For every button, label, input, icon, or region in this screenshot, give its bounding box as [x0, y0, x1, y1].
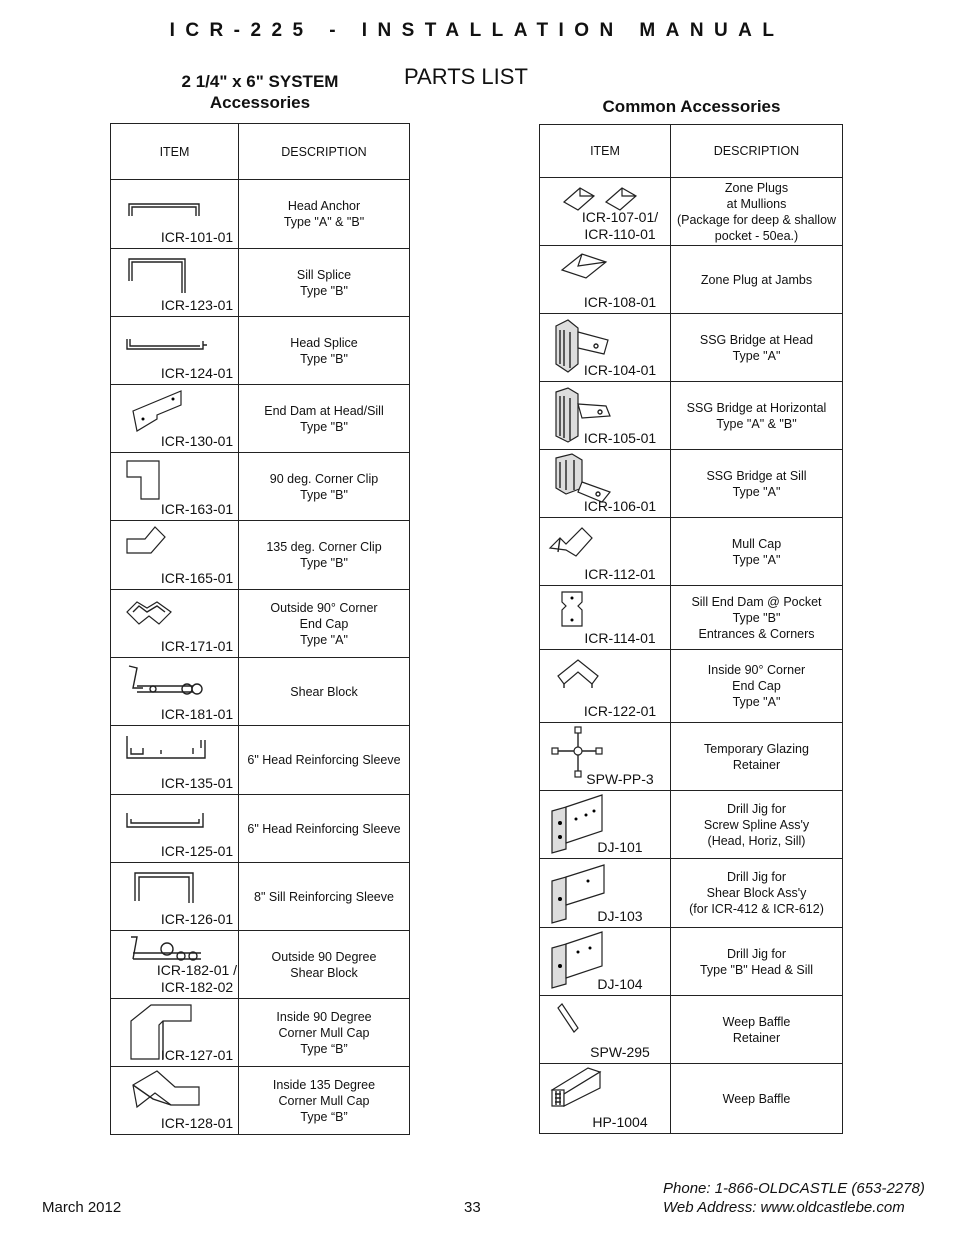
- item-description: Mull Cap Type "A": [671, 518, 843, 586]
- head-anchor-icon: [123, 184, 213, 228]
- item-cell: [111, 726, 239, 795]
- weep-baffle-icon: [548, 1068, 638, 1112]
- item-code: ICR-163-01: [160, 501, 234, 517]
- table-row: [540, 314, 843, 382]
- table-row: [540, 246, 843, 314]
- item-description: Shear Block: [239, 658, 410, 726]
- item-description: Weep Baffle: [671, 1064, 843, 1134]
- item-description: Inside 135 Degree Corner Mull Cap Type “B”: [239, 1067, 410, 1135]
- item-cell: [111, 590, 239, 658]
- item-cell: [540, 246, 671, 314]
- item-cell: [540, 928, 671, 996]
- item-description: 6" Head Reinforcing Sleeve: [239, 795, 410, 863]
- item-description: Inside 90 Degree Corner Mull Cap Type “B”: [239, 999, 410, 1067]
- table-row: [111, 590, 410, 658]
- item-cell: [540, 518, 671, 586]
- table-row: [540, 928, 843, 996]
- item-code: ICR-130-01: [160, 433, 234, 449]
- ssg-bridge-sill-icon: [548, 454, 638, 498]
- table-row: [540, 586, 843, 650]
- table-row: [111, 863, 410, 931]
- ssg-bridge-horizontal-icon: [548, 386, 638, 430]
- item-code: ICR-125-01: [160, 843, 234, 859]
- sill-reinforcing-sleeve-icon: [123, 867, 213, 911]
- item-code: ICR-122-01: [583, 703, 657, 719]
- table-row: [111, 249, 410, 317]
- item-description: Sill Splice Type "B": [239, 249, 410, 317]
- page-number: 33: [464, 1199, 481, 1216]
- table-row: [540, 450, 843, 518]
- table-row: [540, 518, 843, 586]
- item-description: Drill Jig for Shear Block Ass'y (for ICR-412 & ICR-612): [671, 859, 843, 928]
- footer-web: Web Address: www.oldcastlebe.com: [663, 1199, 905, 1216]
- item-code: DJ-101: [597, 839, 643, 855]
- head-splice-icon: [123, 321, 213, 365]
- item-code: DJ-104: [597, 976, 643, 992]
- table-row: [111, 385, 410, 453]
- item-cell: [540, 791, 671, 859]
- parts-list-title: PARTS LIST: [404, 64, 528, 89]
- zone-plug-jamb-icon: [548, 250, 638, 294]
- table-row: [540, 996, 843, 1064]
- description-column-header: DESCRIPTION: [671, 125, 843, 178]
- item-description: SSG Bridge at Head Type "A": [671, 314, 843, 382]
- item-cell: [111, 795, 239, 863]
- outside-corner-end-cap-icon: [123, 594, 213, 638]
- item-code: HP-1004: [592, 1114, 648, 1130]
- item-cell: [540, 996, 671, 1064]
- footer-contact: [663, 1179, 925, 1217]
- item-description: Zone Plug at Jambs: [671, 246, 843, 314]
- item-column-header: ITEM: [111, 124, 239, 180]
- item-cell: [540, 314, 671, 382]
- item-description: SSG Bridge at Horizontal Type "A" & "B": [671, 382, 843, 450]
- item-description: 6" Head Reinforcing Sleeve: [239, 726, 410, 795]
- item-cell: [540, 450, 671, 518]
- item-description: 90 deg. Corner Clip Type "B": [239, 453, 410, 521]
- item-description: 8" Sill Reinforcing Sleeve: [239, 863, 410, 931]
- corner-clip-135-icon: [123, 525, 213, 569]
- table-row: [111, 795, 410, 863]
- footer-date: March 2012: [42, 1199, 122, 1216]
- item-code: ICR-181-01: [160, 706, 234, 722]
- item-description: Temporary Glazing Retainer: [671, 723, 843, 791]
- item-cell: [540, 586, 671, 650]
- drill-jig-104-icon: [548, 932, 638, 976]
- item-code: ICR-171-01: [160, 638, 234, 654]
- item-code: ICR-114-01: [584, 630, 656, 646]
- table-row: [540, 723, 843, 791]
- common-accessories-title: Common Accessories: [602, 97, 781, 116]
- glazing-retainer-icon: [548, 727, 638, 771]
- system-title-line2: Accessories: [209, 93, 311, 112]
- item-description: Outside 90° Corner End Cap Type "A": [239, 590, 410, 658]
- item-cell: [540, 723, 671, 791]
- mull-cap-icon: [548, 522, 638, 566]
- table-row: [540, 650, 843, 723]
- item-description: Sill End Dam @ Pocket Type "B" Entrances & Corners: [671, 586, 843, 650]
- item-cell: [540, 382, 671, 450]
- item-code: ICR-182-01 / ICR-182-02: [156, 962, 238, 995]
- item-code: SPW-PP-3: [586, 771, 654, 787]
- table-row: [111, 521, 410, 590]
- item-cell: [540, 1064, 671, 1134]
- system-title: [110, 71, 410, 113]
- item-description: Head Splice Type "B": [239, 317, 410, 385]
- table-row: [111, 999, 410, 1067]
- table-row: [540, 1064, 843, 1134]
- item-code: ICR-106-01: [583, 498, 657, 514]
- table-row: [111, 658, 410, 726]
- ssg-bridge-head-icon: [548, 318, 638, 362]
- item-column-header: ITEM: [540, 125, 671, 178]
- table-row: [111, 317, 410, 385]
- item-cell: [111, 863, 239, 931]
- item-description: Drill Jig for Screw Spline Ass'y (Head, Horiz, Sill): [671, 791, 843, 859]
- table-header-row: [111, 124, 410, 180]
- item-description: Inside 90° Corner End Cap Type "A": [671, 650, 843, 723]
- head-reinforcing-sleeve-alt-icon: [123, 799, 213, 843]
- item-description: Zone Plugs at Mullions (Package for deep & shallow pocket - 50ea.): [671, 178, 843, 246]
- end-dam-icon: [123, 389, 213, 433]
- table-row: [540, 178, 843, 246]
- item-cell: [111, 931, 239, 999]
- table-row: [111, 180, 410, 249]
- item-description: Head Anchor Type "A" & "B": [239, 180, 410, 249]
- item-description: Outside 90 Degree Shear Block: [239, 931, 410, 999]
- inside-135-mull-cap-icon: [123, 1071, 213, 1115]
- table-row: [111, 726, 410, 795]
- table-row: [111, 931, 410, 999]
- shear-block-icon: [123, 662, 213, 706]
- item-cell: [111, 249, 239, 317]
- system-title-line1: 2 1/4" x 6" SYSTEM: [181, 72, 339, 91]
- footer-phone: Phone: 1-866-OLDCASTLE (653-2278): [663, 1180, 925, 1197]
- item-description: SSG Bridge at Sill Type "A": [671, 450, 843, 518]
- item-cell: [540, 650, 671, 723]
- item-code: ICR-101-01: [160, 229, 234, 245]
- table-row: [540, 791, 843, 859]
- item-cell: [111, 385, 239, 453]
- item-code: SPW-295: [590, 1044, 650, 1060]
- item-code: ICR-128-01: [160, 1115, 234, 1131]
- table-row: [111, 453, 410, 521]
- table-row: [111, 1067, 410, 1135]
- system-accessories-table: [110, 123, 410, 1135]
- common-accessories-table: [539, 124, 843, 1134]
- item-code: DJ-103: [597, 908, 643, 924]
- item-code: ICR-107-01/ ICR-110-01: [581, 209, 659, 242]
- manual-header: ICR-225 - INSTALLATION MANUAL: [169, 20, 785, 41]
- item-code: ICR-135-01: [160, 775, 234, 791]
- item-code: ICR-165-01: [160, 570, 234, 586]
- drill-jig-101-icon: [548, 795, 638, 839]
- inside-corner-end-cap-icon: [548, 654, 638, 698]
- table-row: [540, 859, 843, 928]
- item-description: Weep Baffle Retainer: [671, 996, 843, 1064]
- item-description: Drill Jig for Type "B" Head & Sill: [671, 928, 843, 996]
- item-cell: [111, 1067, 239, 1135]
- drill-jig-103-icon: [548, 863, 638, 907]
- item-code: ICR-124-01: [160, 365, 234, 381]
- table-row: [540, 382, 843, 450]
- item-cell: [540, 859, 671, 928]
- description-column-header: DESCRIPTION: [239, 124, 410, 180]
- item-code: ICR-104-01: [583, 362, 657, 378]
- item-cell: [111, 658, 239, 726]
- sill-end-dam-icon: [548, 590, 638, 634]
- item-code: ICR-127-01: [160, 1047, 234, 1063]
- table-header-row: [540, 125, 843, 178]
- item-code: ICR-123-01: [160, 297, 234, 313]
- item-cell: [111, 999, 239, 1067]
- item-cell: [111, 521, 239, 590]
- item-code: ICR-108-01: [583, 294, 657, 310]
- sill-splice-icon: [123, 253, 213, 297]
- item-description: End Dam at Head/Sill Type "B": [239, 385, 410, 453]
- inside-90-mull-cap-icon: [123, 1003, 213, 1047]
- item-code: ICR-126-01: [160, 911, 234, 927]
- weep-baffle-retainer-icon: [548, 1000, 638, 1044]
- head-reinforcing-sleeve-icon: [123, 730, 213, 774]
- item-cell: [111, 317, 239, 385]
- item-description: 135 deg. Corner Clip Type "B": [239, 521, 410, 590]
- item-code: ICR-112-01: [584, 566, 656, 582]
- item-code: ICR-105-01: [583, 430, 657, 446]
- corner-clip-90-icon: [123, 457, 213, 501]
- item-cell: [111, 453, 239, 521]
- item-cell: [111, 180, 239, 249]
- item-cell: [540, 178, 671, 246]
